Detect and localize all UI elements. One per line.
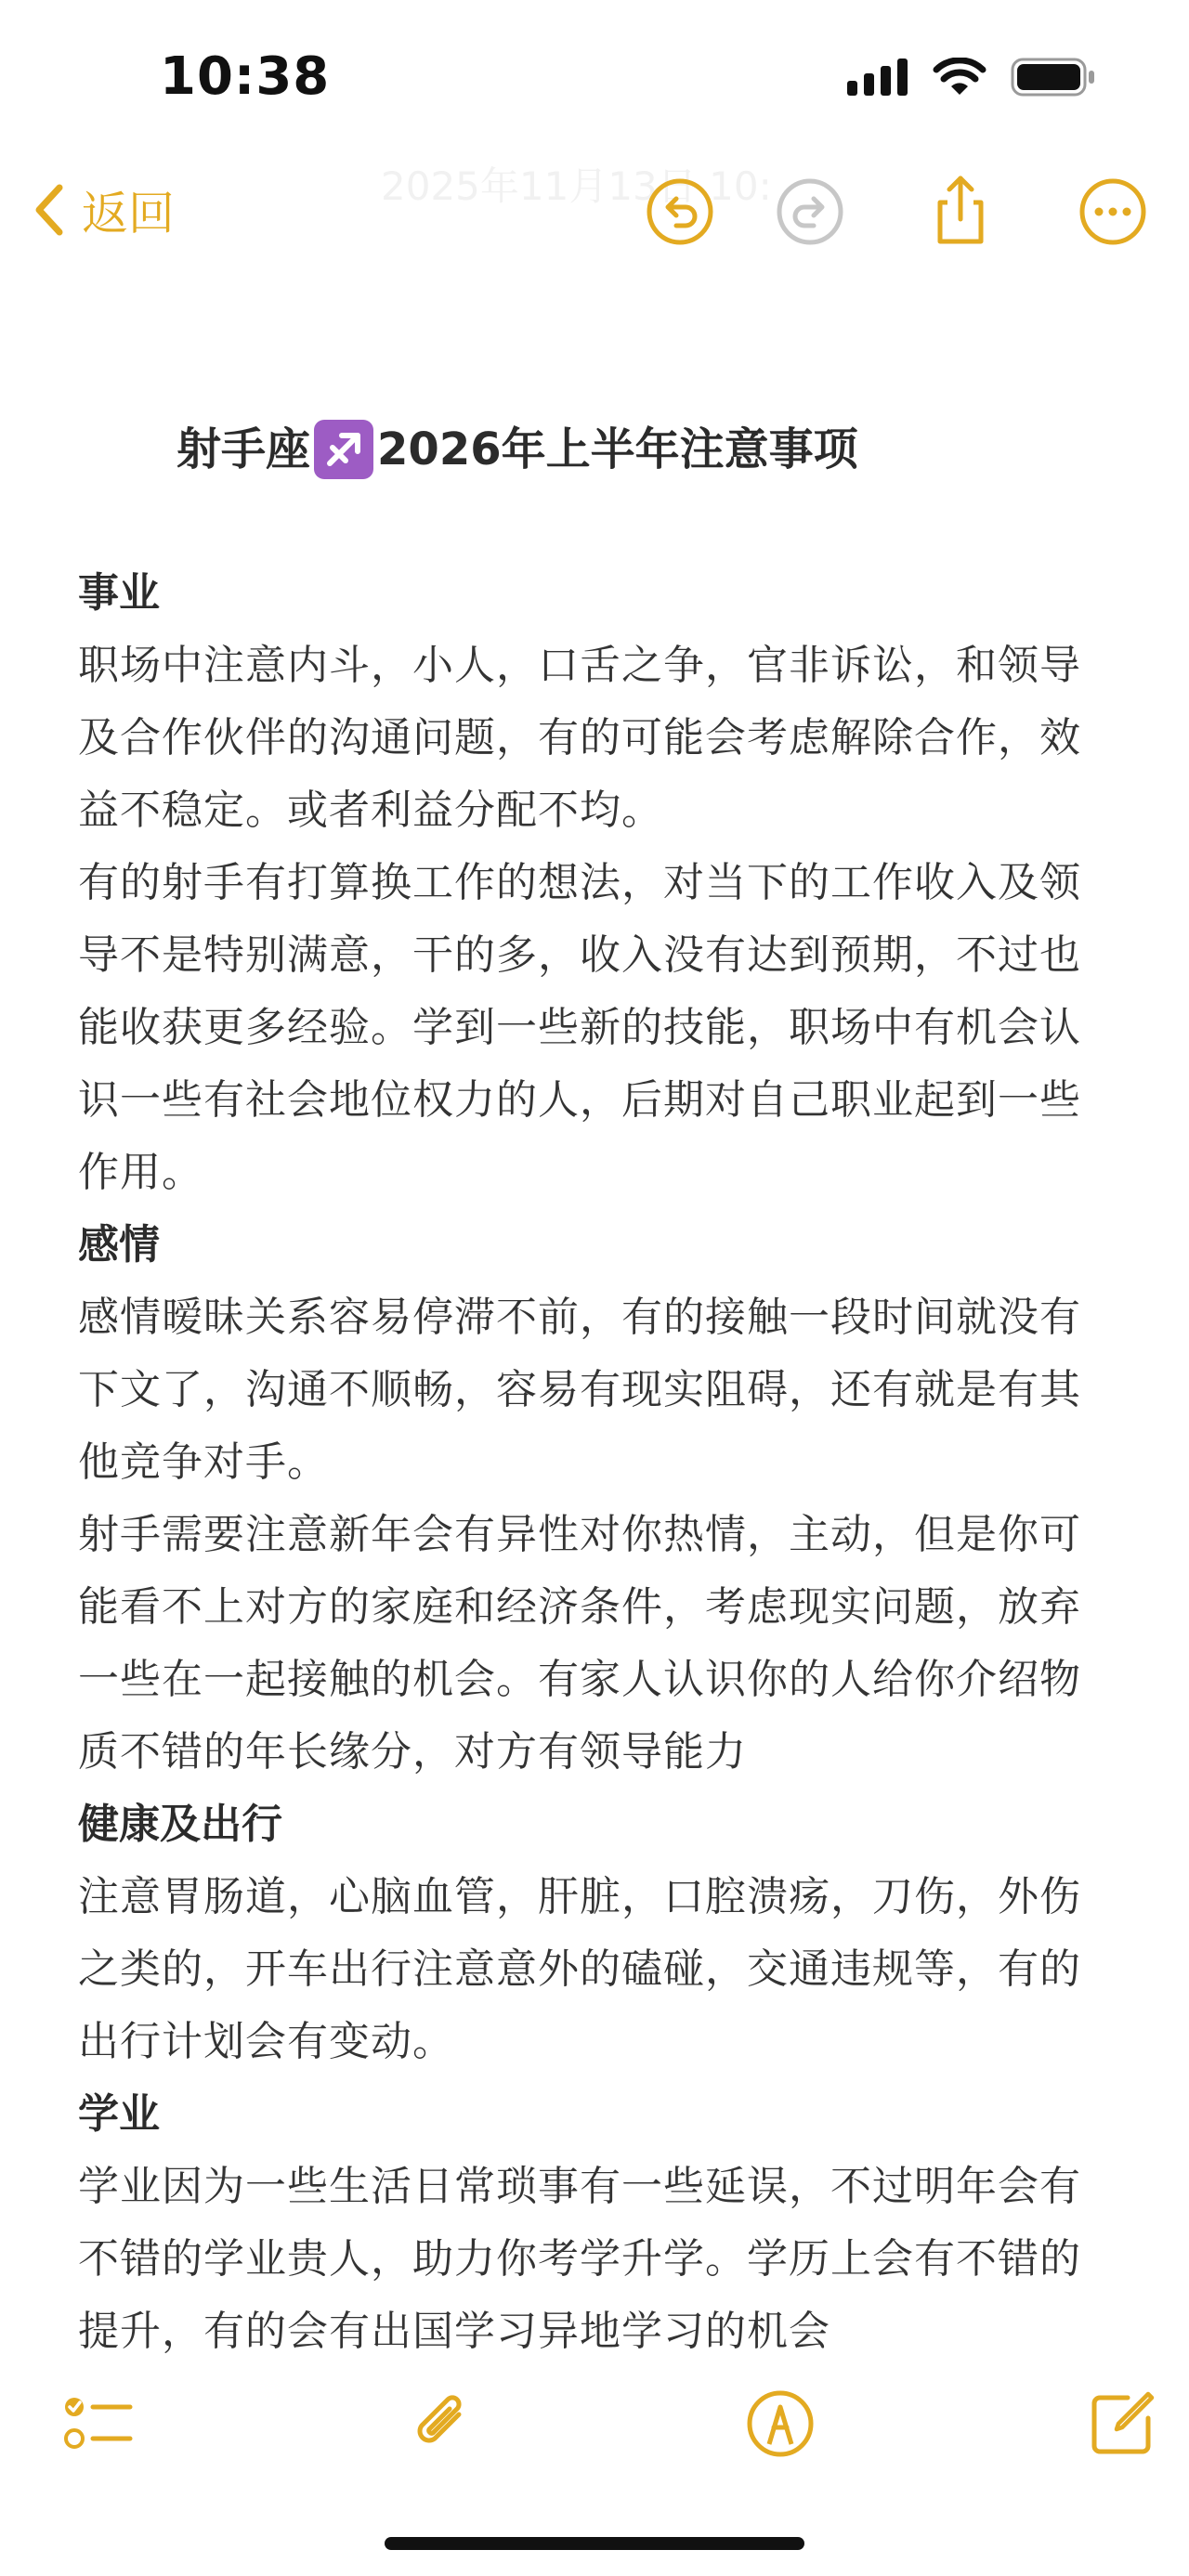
sagittarius-sign-icon xyxy=(314,420,373,479)
status-time: 10:38 xyxy=(160,46,331,107)
cellular-signal-icon xyxy=(847,59,908,96)
section-career xyxy=(78,557,1118,1209)
more-icon xyxy=(1078,176,1148,247)
back-label: 返回 xyxy=(82,187,175,241)
compose-button[interactable] xyxy=(1085,2387,1159,2461)
paragraph: 感情暧昧关系容易停滞不前，有的接触一段时间就没有下文了，沟通不顺畅，容易有现实阻碍，还有就是有其他竞争对手。 xyxy=(78,1294,1081,1486)
section-love xyxy=(78,1209,1118,1789)
undo-button[interactable] xyxy=(645,176,715,247)
chevron-left-icon xyxy=(33,184,65,236)
undo-icon xyxy=(645,176,715,247)
section-study xyxy=(78,2078,1118,2368)
attachment-icon xyxy=(405,2387,479,2461)
wifi-icon xyxy=(933,58,986,97)
redo-icon xyxy=(775,176,845,247)
paragraph: 有的射手有打算换工作的想法，对当下的工作收入及领导不是特别满意，干的多，收入没有达到预期，不过也能收获更多经验。学到一些新的技能，职场中有机会认识一些有社会地位权力的人，后期对自己职业起到一些作用。 xyxy=(78,859,1081,1196)
note-title-prefix: 射手座 xyxy=(176,423,311,475)
note-title xyxy=(176,420,858,479)
section-heading: 事业 xyxy=(78,569,160,617)
home-indicator[interactable] xyxy=(385,2537,804,2550)
paragraph: 射手需要注意新年会有异性对你热情，主动，但是你可能看不上对方的家庭和经济条件，考虑现实问题，放弃一些在一起接触的机会。有家人认识你的人给你介绍物质不错的年长缘分，对方有领导能力 xyxy=(78,1511,1081,1776)
section-health-travel xyxy=(78,1789,1118,2078)
checklist-icon xyxy=(61,2387,136,2461)
back-button[interactable] xyxy=(33,176,175,243)
redo-button[interactable] xyxy=(775,176,845,247)
paragraph: 学业因为一些生活日常琐事有一些延误，不过明年会有不错的学业贵人，助力你考学升学。学历上会有不错的提升，有的会有出国学习异地学习的机会 xyxy=(78,2163,1081,2355)
markup-button[interactable] xyxy=(743,2387,817,2461)
markup-icon xyxy=(743,2387,817,2461)
paragraph: 注意胃肠道，心脑血管，肝脏，口腔溃疡，刀伤，外伤之类的，开车出行注意意外的磕碰，交通违规等，有的出行计划会有变动。 xyxy=(78,1873,1081,2065)
share-icon xyxy=(925,173,996,247)
section-heading: 健康及出行 xyxy=(78,1801,282,1848)
section-heading: 感情 xyxy=(78,1221,160,1268)
note-title-text: 2026年上半年注意事项 xyxy=(377,423,858,475)
note-body[interactable] xyxy=(78,557,1118,2368)
section-heading: 学业 xyxy=(78,2090,160,2138)
share-button[interactable] xyxy=(925,173,996,243)
checklist-button[interactable] xyxy=(61,2387,136,2461)
battery-icon xyxy=(1011,58,1096,97)
more-button[interactable] xyxy=(1078,176,1148,247)
compose-icon xyxy=(1085,2387,1159,2461)
paragraph: 职场中注意内斗，小人，口舌之争，官非诉讼，和领导及合作伙伴的沟通问题，有的可能会考虑解除合作，效益不稳定。或者利益分配不均。 xyxy=(78,642,1081,834)
note-date-faint: 2025年11月13日 10: xyxy=(381,163,772,209)
status-icons xyxy=(847,58,1096,97)
attachment-button[interactable] xyxy=(405,2387,479,2461)
